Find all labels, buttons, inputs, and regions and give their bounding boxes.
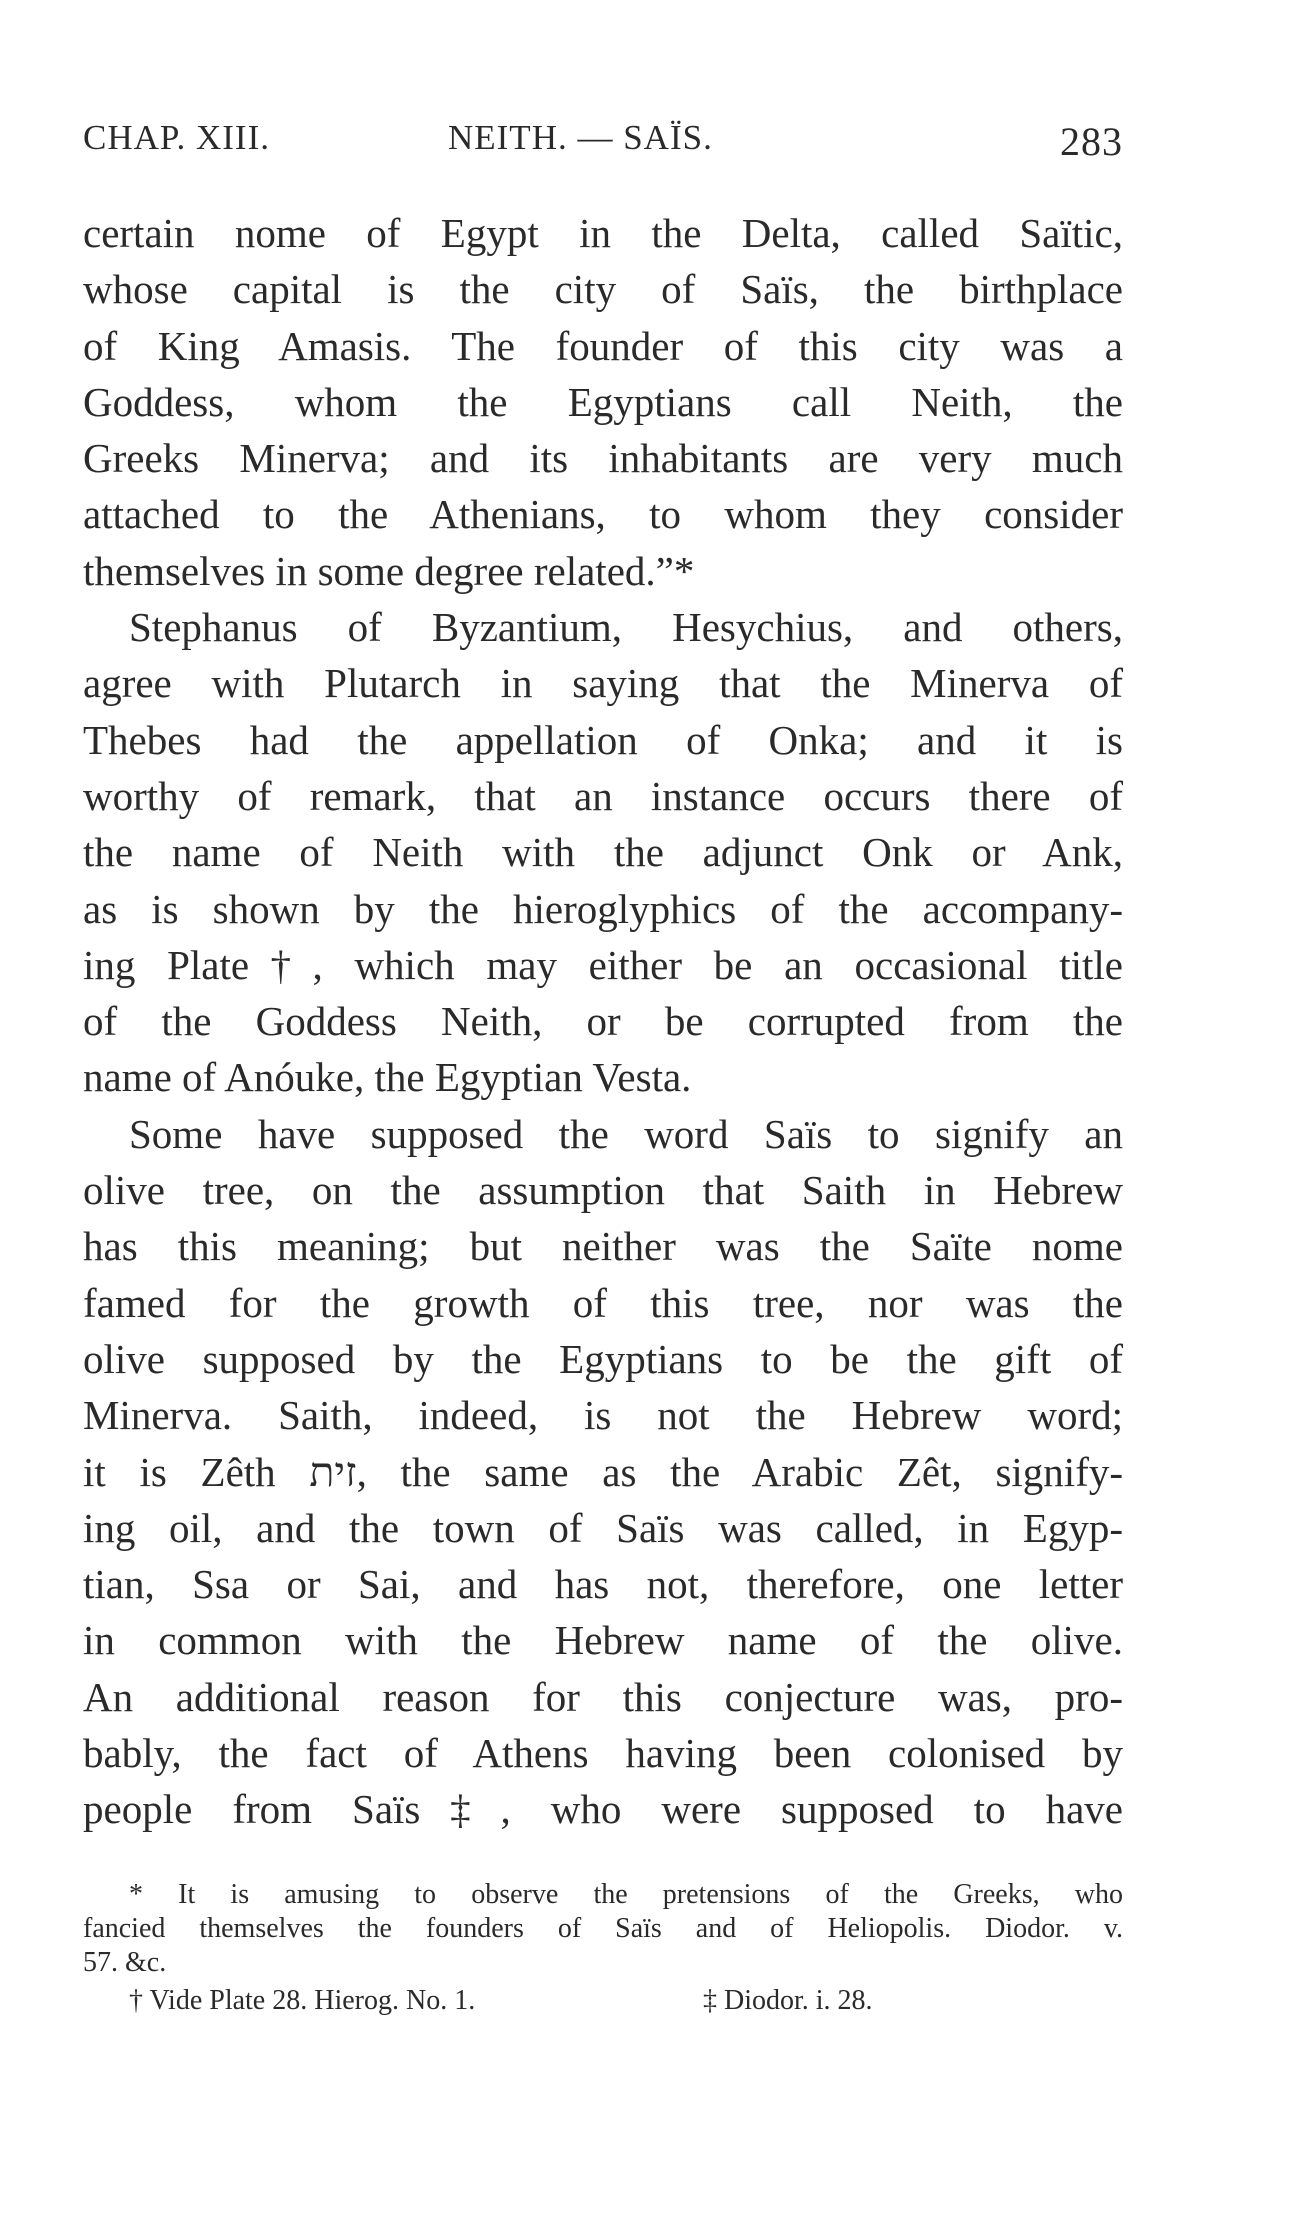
running-title: NEITH. — SAÏS.	[448, 118, 713, 157]
page-number: 283	[1060, 119, 1123, 164]
text-line: Goddess, whom the Egyptians call Neith, the	[83, 378, 1123, 425]
footnote-references	[83, 1984, 1123, 2018]
footnote-dagger: † Vide Plate 28. Hierog. No. 1.	[129, 1985, 476, 2016]
text-line: as is shown by the hieroglyphics of the accompany-	[83, 885, 1123, 932]
text-line: in common with the Hebrew name of the olive.	[83, 1617, 1123, 1664]
text-line: certain nome of Egypt in the Delta, called Saïtic,	[83, 210, 1123, 256]
text-line: Minerva. Saith, indeed, is not the Hebrew word;	[83, 1392, 1123, 1439]
text-line: the name of Neith with the adjunct Onk or Ank,	[83, 829, 1123, 876]
text-line: famed for the growth of this tree, nor was the	[83, 1279, 1123, 1326]
text-line: has this meaning; but neither was the Saïte nome	[83, 1223, 1123, 1270]
footnote-line: fancied themselves the founders of Saïs and of Heliopolis. Diodor. v.	[83, 1913, 1123, 1944]
text-line: worthy of remark, that an instance occurs there of	[83, 772, 1123, 819]
footnote-double-dagger: ‡ Diodor. i. 28.	[703, 1985, 873, 2016]
text-line: Stephanus of Byzantium, Hesychius, and others,	[129, 604, 1123, 651]
chapter-label: CHAP. XIII.	[83, 118, 270, 157]
text-line: of King Amasis. The founder of this city was a	[83, 322, 1123, 369]
text-line: whose capital is the city of Saïs, the birthplace	[83, 266, 1123, 313]
text-line: of the Goddess Neith, or be corrupted from the	[83, 998, 1123, 1045]
text-line: name of Anóuke, the Egyptian Vesta.	[83, 1054, 692, 1101]
text-line: An additional reason for this conjecture was, pro-	[83, 1673, 1123, 1720]
text-line: it is Zêth זית, the same as the Arabic Zêt, signify-	[83, 1448, 1124, 1495]
text-line: ing oil, and the town of Saïs was called, in Egyp-	[83, 1504, 1123, 1551]
text-line: ing Plate†, which may either be an occasional title	[83, 941, 1123, 988]
text-line: Greeks Minerva; and its inhabitants are very much	[83, 435, 1123, 482]
text-line: tian, Ssa or Sai, and has not, therefore, one letter	[83, 1561, 1123, 1608]
footnotes	[83, 1878, 1123, 2018]
running-head	[83, 118, 1123, 168]
footnote-line: 57. &c.	[83, 1947, 167, 1978]
text-line: olive supposed by the Egyptians to be the gift of	[83, 1335, 1123, 1382]
text-line: attached to the Athenians, to whom they consider	[83, 491, 1123, 538]
body-text	[83, 205, 1123, 1838]
text-line: agree with Plutarch in saying that the Minerva of	[83, 660, 1123, 707]
text-line: people from Saïs‡, who were supposed to have	[83, 1786, 1123, 1833]
footnote-line: * It is amusing to observe the pretensions of the Greeks, who	[129, 1879, 1123, 1910]
text-line: Some have supposed the word Saïs to signify an	[129, 1110, 1123, 1157]
text-line: themselves in some degree related.”*	[83, 547, 695, 594]
text-line: olive tree, on the assumption that Saith in Hebrew	[83, 1167, 1123, 1214]
text-line: bably, the fact of Athens having been colonised by	[83, 1730, 1123, 1777]
text-line: Thebes had the appellation of Onka; and it is	[83, 716, 1123, 763]
